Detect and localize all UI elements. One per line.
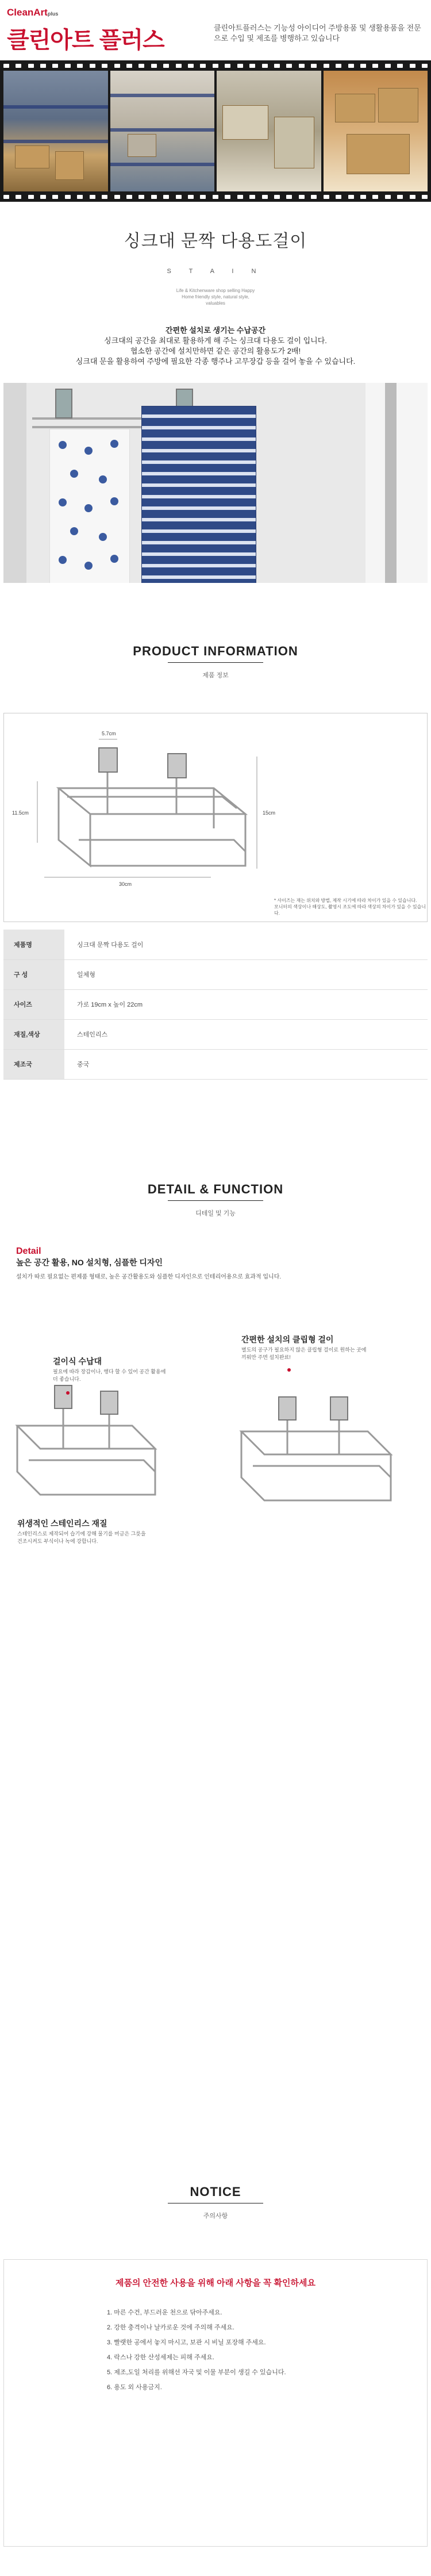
detail-divider	[168, 1200, 263, 1201]
size-note	[274, 897, 427, 916]
brand-small-text: CleanArt	[7, 7, 48, 18]
product-eng-text: Life & Kitchenware shop selling Happy Home friendly style, natural style, valuables	[176, 288, 255, 306]
warehouse-photo-4	[324, 71, 428, 191]
warehouse-photo-2	[110, 71, 215, 191]
dim-bottom-label: 30cm	[119, 881, 132, 887]
size-note-line: 모니터의 색상이나 해상도, 촬영시 조도에 따라 색상의 차이가 있을 수 있습니다.	[274, 904, 426, 916]
table-row	[3, 959, 428, 989]
film-holes-top	[0, 62, 431, 70]
product-intro	[0, 325, 431, 367]
notice-title: NOTICE	[190, 2185, 241, 2199]
list-item: 4. 락스나 강한 산성세제는 피해 주세요.	[107, 2354, 214, 2361]
notice-warning: 제품의 안전한 사용을 위해 아래 사항을 꼭 확인하세요	[116, 2278, 315, 2288]
spec-label: 구 성	[3, 959, 64, 989]
callout-text-hanging: 필요에 따라 장갑이나, 행다 할 수 있어 공간 활용에 더 좋습니다.	[53, 1369, 166, 1382]
detail-head: Detail	[16, 1246, 41, 1256]
white-dotted-towel	[49, 429, 130, 583]
intro-line: 싱크대 문을 활용하여 주방에 필요한 각종 행주나 고무장갑 등을 걸어 놓을 수 있습니다.	[75, 357, 356, 366]
brand-header	[0, 0, 431, 69]
list-item: 5. 제조,도일 처리를 위해선 자국 및 이물 부분이 생길 수 있습니다.	[107, 2369, 286, 2376]
table-row	[3, 989, 428, 1019]
dim-left-label: 11.5cm	[12, 810, 29, 816]
brand-title: 클린아트 플러스	[7, 28, 164, 53]
spec-value: 스테인리스	[64, 1019, 428, 1049]
product-info-divider	[168, 662, 263, 663]
callout-title-hanging: 걸이식 수납대	[53, 1357, 102, 1366]
spec-value: 일체형	[64, 959, 428, 989]
notice-box	[3, 2259, 428, 2547]
spec-value: 중국	[64, 1049, 428, 1079]
film-holes-bottom	[0, 193, 431, 201]
intro-headline: 간편한 설치로 생기는 수납공간	[165, 326, 266, 335]
warehouse-photo-1	[3, 71, 108, 191]
intro-line: 싱크대의 공간을 최대로 활용하게 해 주는 싱크대 다용도 걸이 입니다.	[104, 336, 327, 345]
product-info-subtitle: 제품 정보	[202, 672, 229, 679]
spec-value: 싱크대 문짝 다용도 걸이	[64, 930, 428, 959]
dim-top-label: 5.7cm	[102, 731, 116, 736]
callout-dot	[66, 1391, 70, 1395]
product-subtitle: S T A I N	[167, 268, 264, 275]
table-row	[3, 1019, 428, 1049]
product-info-title: PRODUCT INFORMATION	[133, 644, 298, 658]
product-title: 싱크대 문짝 다용도걸이	[124, 232, 307, 251]
notice-list	[107, 2305, 286, 2395]
callout-title-clip: 간편한 설치의 클립형 걸이	[241, 1335, 334, 1344]
detail-sub: 높은 공간 활용, NO 설치형, 심플한 디자인	[16, 1258, 163, 1267]
spec-table	[3, 930, 428, 1080]
brand-description: 클린아트플러스는 기능성 아이디어 주방용품 및 생활용품을 전문으로 수입 및 제조를 병행하고 있습니다	[214, 24, 421, 43]
blue-striped-towel	[141, 406, 256, 583]
list-item: 6. 용도 외 사용금지.	[107, 2384, 162, 2391]
hero-product-photo	[3, 383, 428, 583]
callout-text-clip: 별도의 공구가 필요하지 않은 클립형 걸이로 원하는 곳에 끼워만 주면 설치완료!	[241, 1347, 367, 1360]
warehouse-photo-3	[217, 71, 321, 191]
brand-plus-text: plus	[47, 11, 59, 17]
list-item: 1. 마른 수건, 부드러운 천으로 닦아주세요.	[107, 2309, 222, 2316]
notice-subtitle: 주의사항	[203, 2213, 228, 2220]
detail-title: DETAIL & FUNCTION	[147, 1182, 284, 1196]
spec-label: 사이즈	[3, 989, 64, 1019]
list-item: 2. 강한 충격이나 날카로운 것에 주의해 주세요.	[107, 2324, 234, 2331]
spec-label: 제품명	[3, 930, 64, 959]
intro-line: 협소한 공간에 설치만하면 같은 공간의 활용도가 2배!	[130, 347, 301, 355]
spec-label: 제조국	[3, 1049, 64, 1079]
callout-dot	[287, 1368, 291, 1372]
callout-title-stainless: 위생적인 스테인리스 재질	[17, 1519, 107, 1528]
spec-value: 가로 19cm x 높이 22cm	[64, 989, 428, 1019]
dimension-diagram	[3, 713, 428, 922]
size-note-line: * 사이즈는 재는 위치와 방법, 제작 시기에 따라 차이가 있을 수 있습니다.	[274, 898, 417, 903]
detail-subtitle: 디테일 및 기능	[195, 1210, 236, 1217]
film-frames	[3, 71, 428, 191]
film-strip-banner	[0, 60, 431, 202]
table-row	[3, 930, 428, 959]
detail-description: 설치가 따로 필요없는 편제품 형태로, 높은 공간활용도와 심플한 디자인으로 인테리어용으로 효과적 입니다.	[16, 1274, 282, 1280]
table-row	[3, 1049, 428, 1079]
callout-text-stainless: 스테인리스로 제작되어 습기에 강해 물기를 머금은 그릇을 건조시켜도 부식이나 녹에 강합니다.	[17, 1531, 146, 1544]
rack-line-drawing	[4, 713, 428, 923]
dim-right-label: 15cm	[263, 810, 276, 816]
spec-label: 재질,색상	[3, 1019, 64, 1049]
list-item: 3. 빨랫한 공에서 놓지 마시고, 보관 시 비닐 포장해 주세요.	[107, 2339, 266, 2346]
brand-logo-small[interactable]	[7, 7, 58, 18]
